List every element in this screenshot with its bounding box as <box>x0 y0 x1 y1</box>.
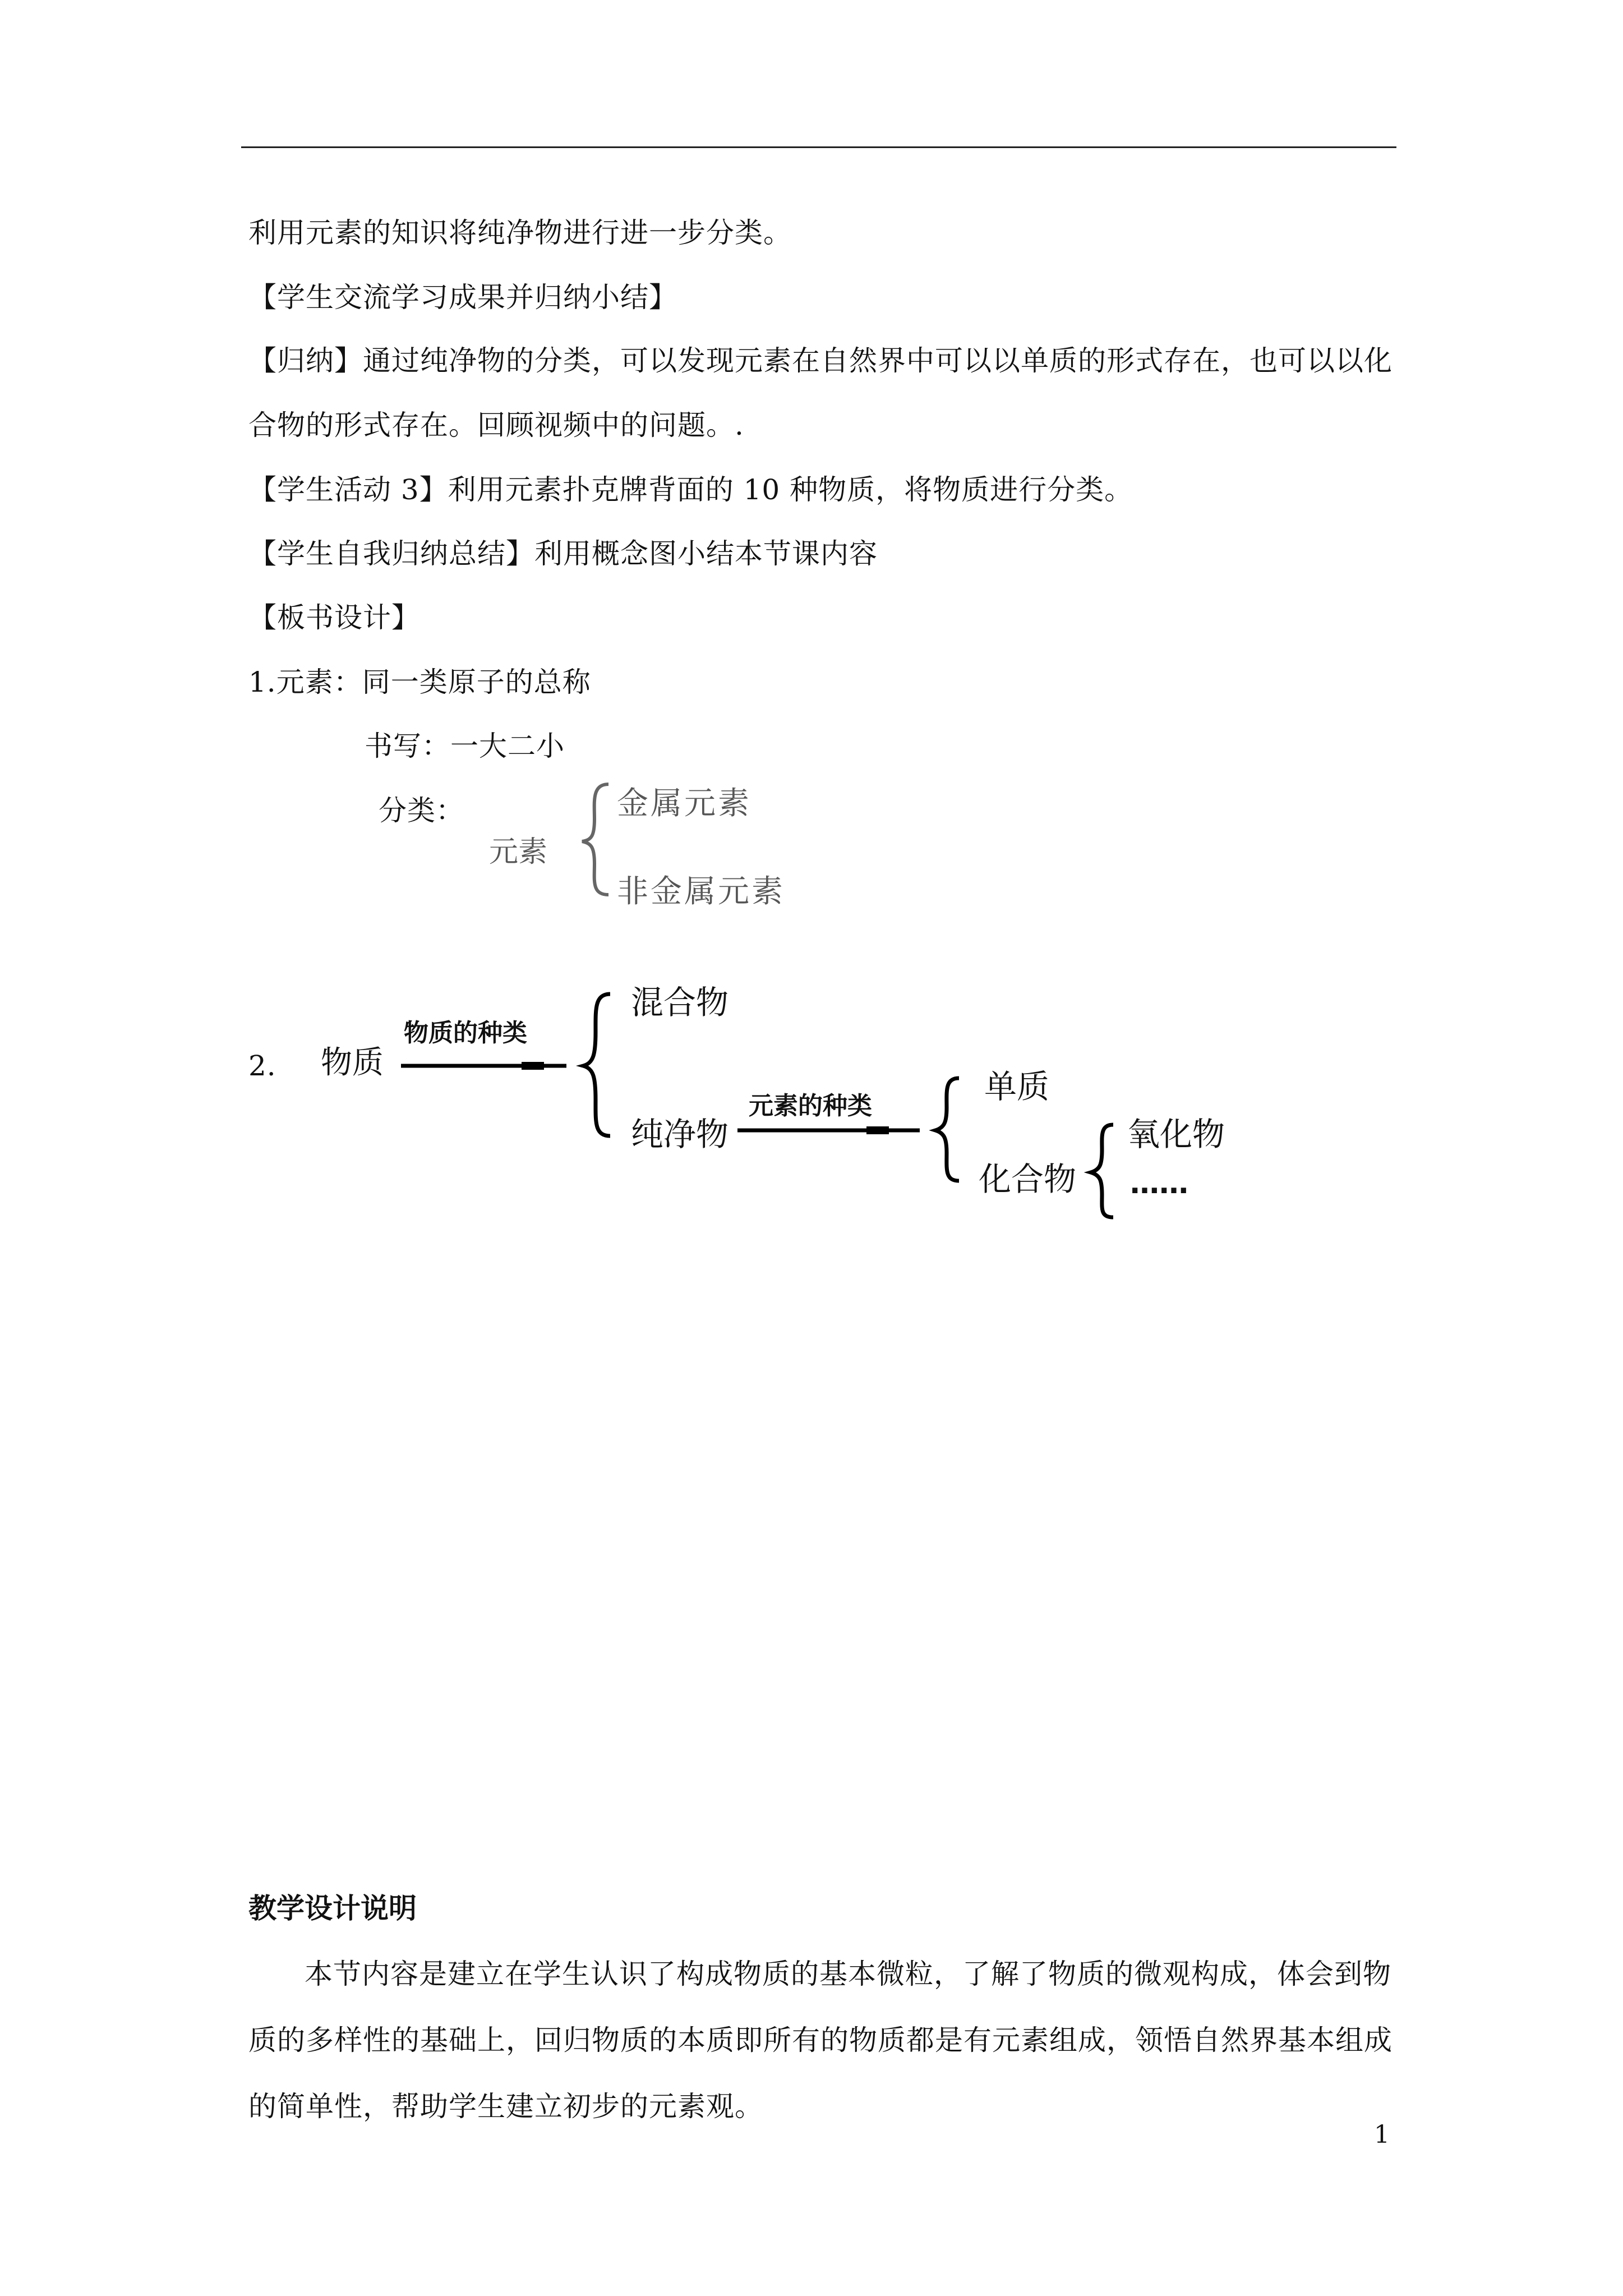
diagram1-branch-top: 金属元素 <box>617 785 751 822</box>
text-line-6: 【学生自我归纳总结】利用概念图小结本节课内容 <box>248 537 878 570</box>
simple-node: 单质 <box>984 1068 1050 1106</box>
diagram1-root: 元素 <box>489 835 548 869</box>
mix-node: 混合物 <box>631 983 729 1022</box>
pure-node: 纯净物 <box>631 1115 729 1153</box>
ellipsis-node: …… <box>1130 1167 1188 1200</box>
text-line-1: 利用元素的知识将纯净物进行进一步分类。 <box>248 217 792 249</box>
diagram2-brace1 <box>583 994 610 1136</box>
diagram2-brace2 <box>935 1078 959 1181</box>
compound-node: 化合物 <box>979 1160 1077 1198</box>
diagram1-brace <box>582 784 608 895</box>
diagram2-number: 2. <box>248 1050 276 1082</box>
text-line-8: 1.元素：同一类原子的总称 <box>248 666 591 698</box>
text-line-2: 【学生交流学习成果并归纳小结】 <box>248 281 677 314</box>
diagram1-branch-bottom: 非金属元素 <box>617 873 785 910</box>
arrow2-head <box>866 1126 889 1134</box>
text-line-7: 【板书设计】 <box>248 601 420 634</box>
text-line-4: 合物的形式存在。回顾视频中的问题。. <box>248 409 744 441</box>
diagram2-root: 物质 <box>321 1045 384 1081</box>
explanation-heading: 教学设计说明 <box>248 1892 417 1925</box>
arrow1-head <box>522 1062 544 1070</box>
text-line-3: 【归纳】通过纯净物的分类，可以发现元素在自然界中可以以单质的形式存在，也可以以化 <box>248 344 1393 377</box>
text-line-9: 书写：一大二小 <box>365 730 565 762</box>
arrow2-label: 元素的种类 <box>749 1092 872 1120</box>
text-line-5: 【学生活动 3】利用元素扑克牌背面的 10 种物质，将物质进行分类。 <box>248 473 1133 506</box>
oxide-node: 氧化物 <box>1127 1115 1225 1153</box>
diagram2-brace3 <box>1091 1125 1113 1217</box>
explanation-paragraph: 本节内容是建立在学生认识了构成物质的基本微粒，了解了物质的微观构成，体会到物质的多样性的基础上，回归物质的本质即所有的物质都是有元素组成，领悟自然界基本组成的简单性，帮助学生建立初步的元素观。 <box>248 1958 1393 2123</box>
text-line-10: 分类： <box>379 794 464 827</box>
arrow1-label: 物质的种类 <box>404 1019 527 1047</box>
page-number: 1 <box>1374 2120 1390 2149</box>
